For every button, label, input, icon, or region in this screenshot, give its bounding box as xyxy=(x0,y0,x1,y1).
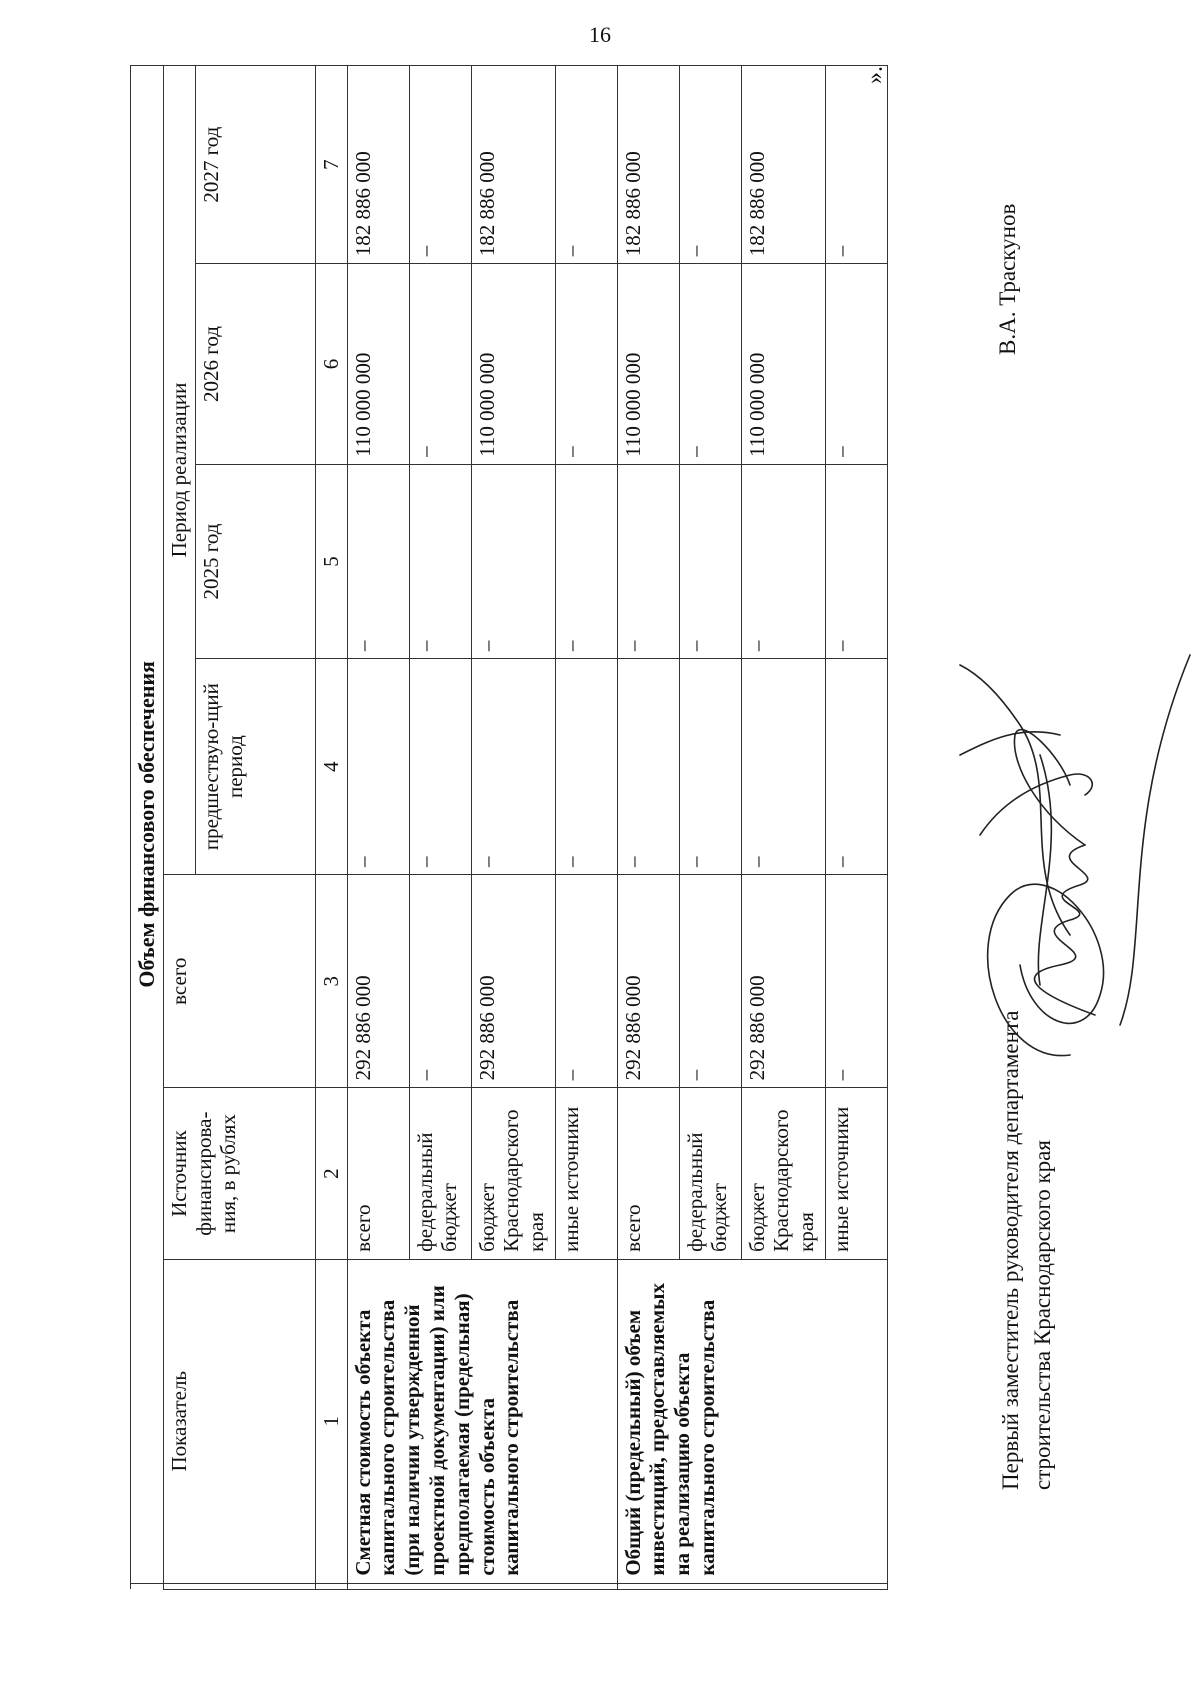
value-cell-total: 292 886 000 xyxy=(617,875,679,1088)
source-cell: иные источники xyxy=(825,1088,887,1259)
source-cell: всего xyxy=(617,1088,679,1259)
value-cell-y2026: – xyxy=(555,264,617,465)
handwritten-signature xyxy=(920,645,1200,1085)
value-cell-y2025: – xyxy=(679,464,741,658)
column-number: 7 xyxy=(315,66,347,264)
value-cell-y2027: – xyxy=(679,66,741,264)
value-cell-y2027: 182 886 000 xyxy=(347,66,409,264)
value-cell-total: – xyxy=(825,875,887,1088)
value-cell-y2026: 110 000 000 xyxy=(617,264,679,465)
source-cell: бюджет Краснодарского края xyxy=(471,1088,555,1259)
page-number: 16 xyxy=(589,22,611,47)
spacer-cell xyxy=(617,1583,887,1589)
value-cell-y2027: 182 886 000 xyxy=(617,66,679,264)
value-cell-y2026: 110 000 000 xyxy=(347,264,409,465)
value-cell-y2026: 110 000 000 xyxy=(741,264,825,465)
header-2027: 2027 год xyxy=(195,66,315,264)
value-cell-y2027: 182 886 000 xyxy=(471,66,555,264)
value-cell-y2027: 182 886 000 xyxy=(741,66,825,264)
column-number: 4 xyxy=(315,659,347,875)
value-cell-total: – xyxy=(679,875,741,1088)
source-cell: федеральный бюджет xyxy=(679,1088,741,1259)
header-prev-period: предшествую-щий период xyxy=(195,659,315,875)
rotated-landscape-content xyxy=(130,30,1200,1590)
value-cell-y2025: – xyxy=(825,464,887,658)
header-2026: 2026 год xyxy=(195,264,315,465)
source-cell: бюджет Краснодарского края xyxy=(741,1088,825,1259)
value-cell-y2027: – xyxy=(825,66,887,264)
value-cell-y2025: – xyxy=(409,464,471,658)
value-cell-prev: – xyxy=(679,659,741,875)
value-cell-y2025: – xyxy=(555,464,617,658)
value-cell-prev: – xyxy=(471,659,555,875)
spacer-cell xyxy=(315,1583,347,1589)
value-cell-y2026: – xyxy=(825,264,887,465)
spacer-cell xyxy=(131,1583,164,1589)
financing-table xyxy=(130,65,888,1590)
column-number: 3 xyxy=(315,875,347,1088)
header-total: всего xyxy=(163,875,315,1088)
indicator-cell: Сметная стоимость объекта капитального строительства (при наличии утвержденной проектной документации) или предполагаемая (предельная) стоимость объекта капитального строительства xyxy=(347,1259,617,1583)
header-source: Источник финансирова-ния, в рублях xyxy=(163,1088,315,1259)
spacer-cell xyxy=(347,1583,617,1589)
value-cell-prev: – xyxy=(825,659,887,875)
value-cell-prev: – xyxy=(741,659,825,875)
value-cell-total: – xyxy=(555,875,617,1088)
column-number: 6 xyxy=(315,264,347,465)
value-cell-total: 292 886 000 xyxy=(471,875,555,1088)
value-cell-y2026: – xyxy=(409,264,471,465)
closing-quote: ». xyxy=(862,66,888,84)
header-2025: 2025 год xyxy=(195,464,315,658)
value-cell-prev: – xyxy=(555,659,617,875)
header-period-group: Период реализации xyxy=(163,66,195,875)
value-cell-y2026: 110 000 000 xyxy=(471,264,555,465)
value-cell-prev: – xyxy=(347,659,409,875)
value-cell-total: 292 886 000 xyxy=(741,875,825,1088)
column-number: 5 xyxy=(315,464,347,658)
value-cell-y2025: – xyxy=(617,464,679,658)
column-number: 1 xyxy=(315,1259,347,1583)
value-cell-total: – xyxy=(409,875,471,1088)
table-row xyxy=(617,66,679,1590)
value-cell-y2027: – xyxy=(409,66,471,264)
source-cell: иные источники xyxy=(555,1088,617,1259)
source-cell: федеральный бюджет xyxy=(409,1088,471,1259)
table-title: Объем финансового обеспечения xyxy=(131,66,164,1584)
header-indicator: Показатель xyxy=(163,1259,315,1583)
column-number: 2 xyxy=(315,1088,347,1259)
table-row xyxy=(347,66,409,1590)
value-cell-y2027: – xyxy=(555,66,617,264)
value-cell-y2025: – xyxy=(471,464,555,658)
source-cell: всего xyxy=(347,1088,409,1259)
signatory-name: В.А. Траскунов xyxy=(995,203,1020,355)
value-cell-y2025: – xyxy=(741,464,825,658)
position-line: строительства Краснодарского края xyxy=(1030,1140,1056,1490)
spacer-cell xyxy=(163,1583,315,1589)
value-cell-prev: – xyxy=(617,659,679,875)
position-line: Первый заместитель руководителя департамента xyxy=(998,1010,1023,1490)
indicator-cell: Общий (предельный) объем инвестиций, предоставляемых на реализацию объекта капитального строительства xyxy=(617,1259,887,1583)
value-cell-y2026: – xyxy=(679,264,741,465)
value-cell-prev: – xyxy=(409,659,471,875)
value-cell-y2025: – xyxy=(347,464,409,658)
value-cell-total: 292 886 000 xyxy=(347,875,409,1088)
